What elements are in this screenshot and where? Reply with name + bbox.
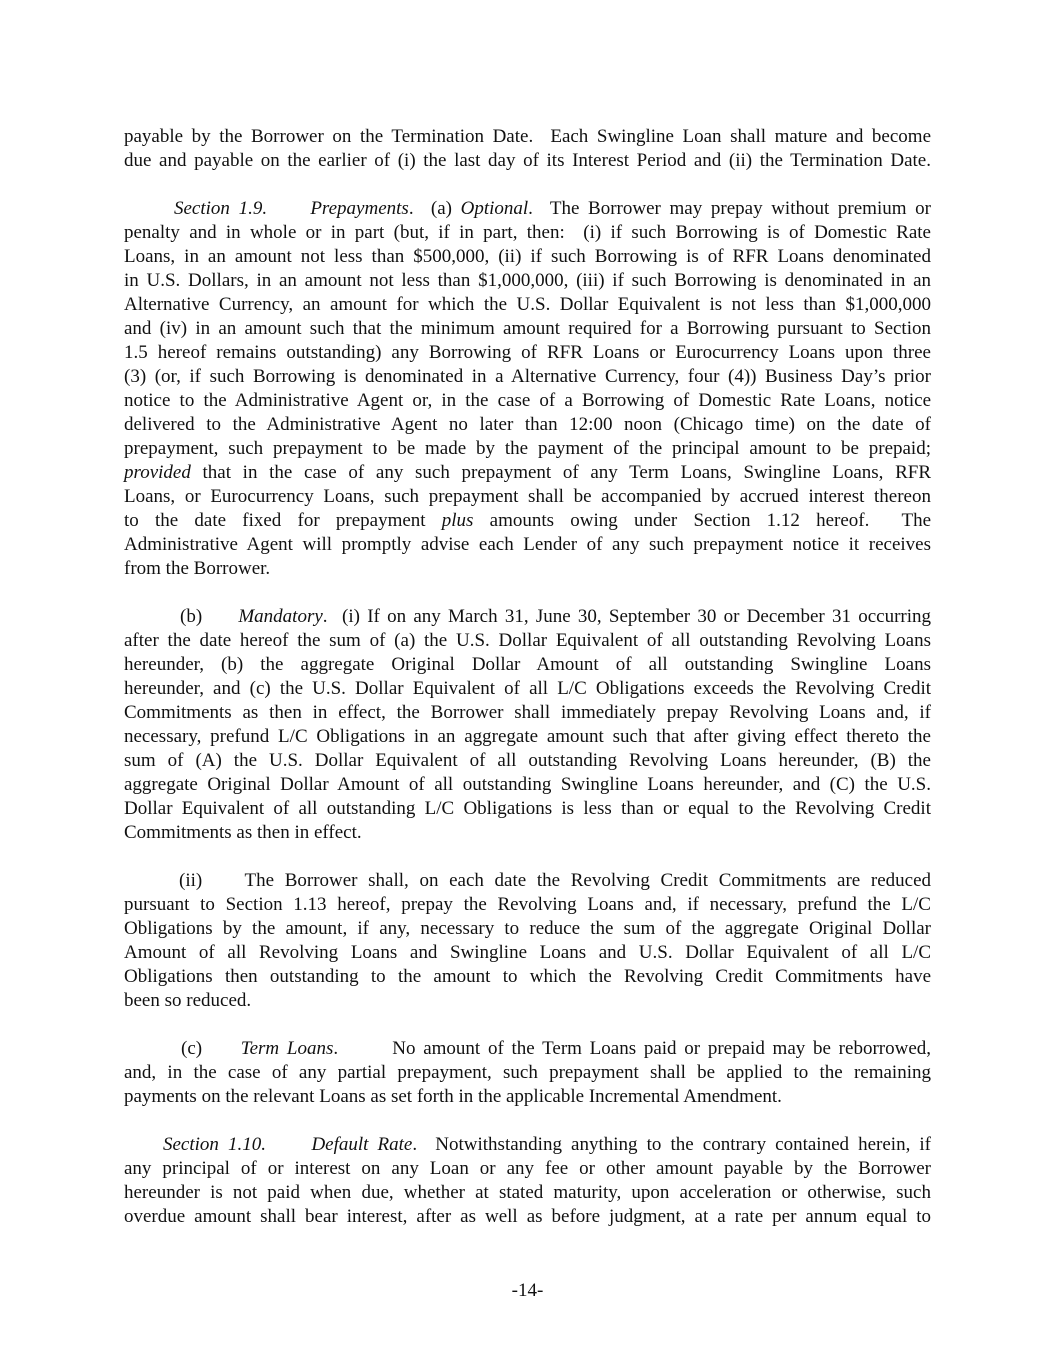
text-run: payments on the relevant Loans as set forth in the applicable Incremental Amendment.: [124, 1086, 782, 1107]
text-run: 1.5 hereof remains outstanding) any Borrowing of RFR Loans or Eurocurrency Loans upon three: [124, 342, 931, 363]
italic-text: provided: [124, 462, 191, 483]
text-line: [124, 365, 931, 389]
text-run: Alternative Currency, an amount for which the U.S. Dollar Equivalent is not less than $1,000,000: [124, 294, 931, 315]
text-line: [124, 749, 931, 773]
paragraph: [124, 125, 931, 173]
text-run: (b): [180, 606, 239, 627]
text-run: notice to the Administrative Agent or, in the case of a Borrowing of Domestic Rate Loans, notice: [124, 390, 931, 411]
text-line: [124, 797, 931, 821]
text-line: [124, 485, 931, 509]
text-run: any principal of or interest on any Loan or any fee or other amount payable by the Borrower: [124, 1158, 931, 1179]
text-run: after the date hereof the sum of (a) the U.S. Dollar Equivalent of all outstanding Revolving Loans: [124, 630, 931, 651]
text-line: [124, 1037, 931, 1061]
text-line: [124, 197, 931, 221]
document-page: [124, 125, 931, 1253]
text-line: [124, 1181, 931, 1205]
text-run: Obligations by the amount, if any, necessary to reduce the sum of the aggregate Original Dollar: [124, 918, 931, 939]
text-line: [124, 245, 931, 269]
text-line: [124, 701, 931, 725]
text-run: necessary, prefund L/C Obligations in an aggregate amount such that after giving effect thereto the: [124, 726, 931, 747]
text-line: [124, 413, 931, 437]
text-line: [124, 821, 931, 845]
text-run: Loans, or Eurocurrency Loans, such prepayment shall be accompanied by accrued interest thereon: [124, 486, 931, 507]
text-run: that in the case of any such prepayment of any Term Loans, Swingline Loans, RFR: [190, 462, 931, 483]
text-line: [124, 293, 931, 317]
italic-text: Mandatory: [238, 606, 323, 627]
text-line: [124, 149, 931, 173]
text-line: [124, 269, 931, 293]
text-run: sum of (A) the U.S. Dollar Equivalent of all outstanding Revolving Loans hereunder, (B) the: [124, 750, 931, 771]
text-line: [124, 533, 931, 557]
text-run: . The Borrower may prepay without premium or: [528, 198, 931, 219]
text-run: Obligations then outstanding to the amount to which the Revolving Credit Commitments have: [124, 966, 931, 987]
paragraph: [124, 1133, 931, 1229]
text-run: due and payable on the earlier of (i) the last day of its Interest Period and (ii) the Termination Date.: [124, 150, 931, 171]
italic-text: Optional: [460, 198, 529, 219]
text-run: been so reduced.: [124, 990, 252, 1011]
text-line: [124, 509, 931, 533]
text-line: [124, 1133, 931, 1157]
text-line: [124, 1205, 931, 1229]
text-line: [124, 317, 931, 341]
text-line: [124, 941, 931, 965]
text-line: [124, 965, 931, 989]
page-number: -14-: [511, 1280, 544, 1301]
text-run: [267, 198, 310, 219]
text-line: [124, 341, 931, 365]
paragraph: [124, 869, 931, 1013]
italic-text: Section 1.9.: [174, 198, 268, 219]
text-run: delivered to the Administrative Agent no later than 12:00 noon (Chicago time) on the date of: [124, 414, 931, 435]
text-line: [124, 1085, 931, 1109]
text-run: (c): [181, 1038, 241, 1059]
text-run: and, in the case of any partial prepayment, such prepayment shall be applied to the remaining: [124, 1062, 931, 1083]
text-line: [124, 437, 931, 461]
italic-text: Default Rate: [311, 1134, 413, 1155]
text-run: Loans, in an amount not less than $500,000, (ii) if such Borrowing is of RFR Loans denominated: [124, 246, 931, 267]
text-line: [124, 773, 931, 797]
text-run: . No amount of the Term Loans paid or prepaid may be reborrowed,: [333, 1038, 931, 1059]
text-run: hereunder, (b) the aggregate Original Dollar Amount of all outstanding Swingline Loans: [124, 654, 931, 675]
text-run: overdue amount shall bear interest, after as well as before judgment, at a rate per annum equal to: [124, 1206, 931, 1227]
paragraph: [124, 197, 931, 581]
text-run: hereunder, and (c) the U.S. Dollar Equivalent of all L/C Obligations exceeds the Revolving Credit: [124, 678, 931, 699]
text-line: [124, 125, 931, 149]
text-line: [124, 461, 931, 485]
text-run: (3) (or, if such Borrowing is denominated in a Alternative Currency, four (4)) Business Day’s prior: [124, 366, 931, 387]
text-run: and (iv) in an amount such that the minimum amount required for a Borrowing pursuant to Section: [124, 318, 931, 339]
text-run: (ii) The Borrower shall, on each date the Revolving Credit Commitments are reduced: [179, 870, 931, 891]
text-run: from the Borrower.: [124, 558, 271, 579]
text-run: Commitments as then in effect.: [124, 822, 362, 843]
text-run: to the date fixed for prepayment: [124, 510, 442, 531]
text-run: Amount of all Revolving Loans and Swingline Loans and U.S. Dollar Equivalent of all L/C: [124, 942, 931, 963]
text-line: [124, 917, 931, 941]
paragraph: [124, 605, 931, 845]
text-line: [124, 389, 931, 413]
text-line: [124, 605, 931, 629]
text-line: [124, 629, 931, 653]
text-run: penalty and in whole or in part (but, if in part, then: (i) if such Borrowing is of Domestic Rate: [124, 222, 931, 243]
text-line: [124, 1061, 931, 1085]
text-line: [124, 677, 931, 701]
text-run: pursuant to Section 1.13 hereof, prepay the Revolving Loans and, if necessary, prefund the L/C: [124, 894, 931, 915]
text-line: [124, 557, 931, 581]
italic-text: Term Loans: [240, 1038, 334, 1059]
text-run: Administrative Agent will promptly advise each Lender of any such prepayment notice it receives: [124, 534, 931, 555]
italic-text: Prepayments: [310, 198, 409, 219]
italic-text: Section 1.10.: [163, 1134, 267, 1155]
text-run: amounts owing under Section 1.12 hereof. The: [473, 510, 931, 531]
text-line: [124, 893, 931, 917]
text-run: Commitments as then in effect, the Borrower shall immediately prepay Revolving Loans and, if: [124, 702, 931, 723]
text-run: hereunder is not paid when due, whether at stated maturity, upon acceleration or otherwise, such: [124, 1182, 931, 1203]
text-run: . (a): [408, 198, 461, 219]
text-run: [266, 1134, 311, 1155]
text-run: Dollar Equivalent of all outstanding L/C Obligations is less than or equal to the Revolving Credit: [124, 798, 931, 819]
text-run: prepayment, such prepayment to be made by the payment of the principal amount to be prepaid;: [124, 438, 931, 459]
text-run: . Notwithstanding anything to the contrary contained herein, if: [412, 1134, 932, 1155]
text-line: [124, 221, 931, 245]
text-line: [124, 653, 931, 677]
text-line: [124, 989, 931, 1013]
paragraph: [124, 1037, 931, 1109]
text-run: in U.S. Dollars, in an amount not less than $1,000,000, (iii) if such Borrowing is denominated in an: [124, 270, 931, 291]
text-line: [124, 1157, 931, 1181]
text-run: payable by the Borrower on the Termination Date. Each Swingline Loan shall mature and become: [124, 126, 931, 147]
text-line: [124, 869, 931, 893]
text-run: aggregate Original Dollar Amount of all outstanding Swingline Loans hereunder, and (C) the U.S.: [124, 774, 931, 795]
text-run: . (i) If on any March 31, June 30, September 30 or December 31 occurring: [322, 606, 932, 627]
text-line: [124, 725, 931, 749]
italic-text: plus: [441, 510, 474, 531]
